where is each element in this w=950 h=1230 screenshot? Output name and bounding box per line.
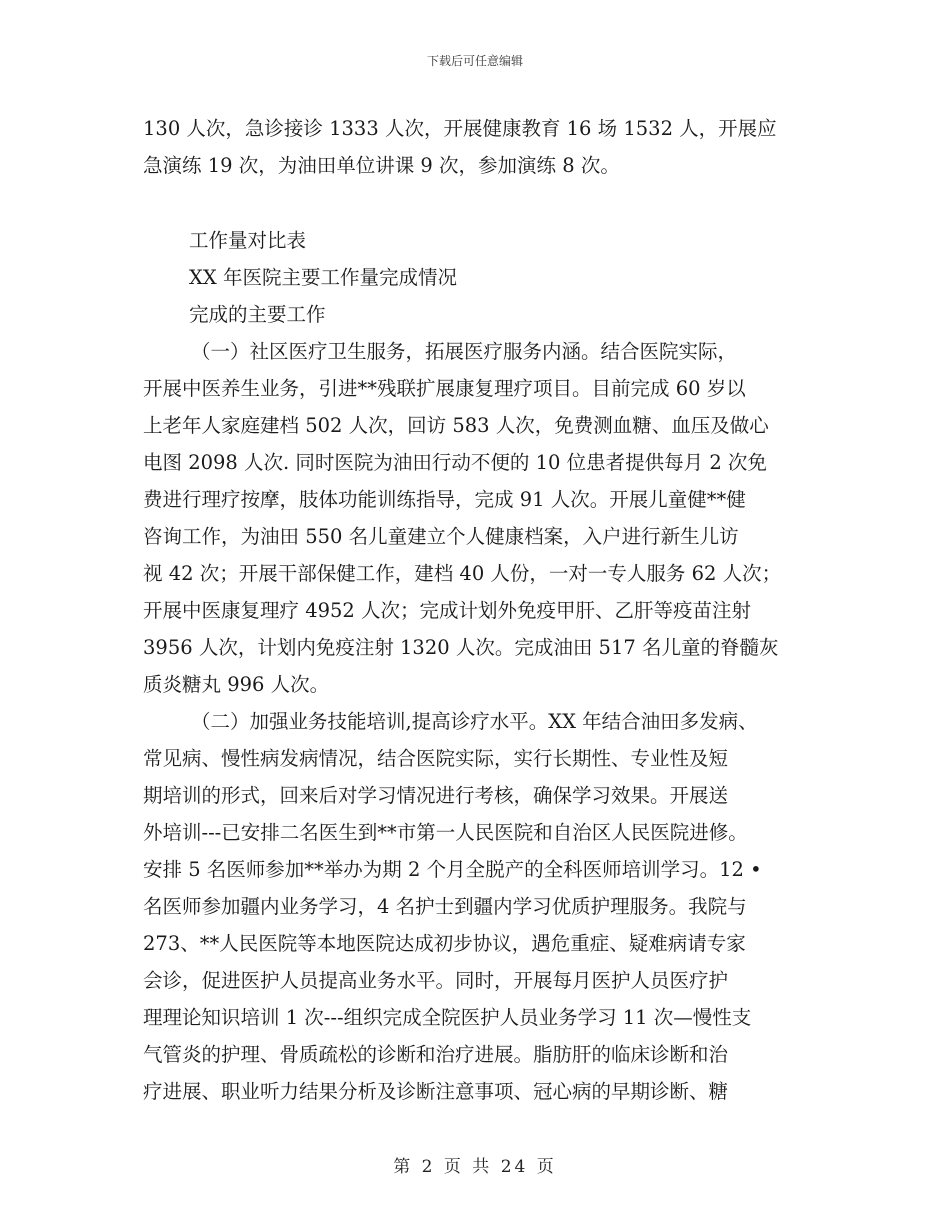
table-caption: 工作量对比表: [189, 229, 307, 252]
text-line: 开展中医康复理疗 4952 人次；完成计划外免疫甲肝、乙肝等疫苗注射: [143, 599, 752, 622]
text-line: 电图 2098 人次. 同时医院为油田行动不便的 10 位患者提供每月 2 次免: [143, 451, 767, 474]
document-body: [143, 110, 823, 1110]
text-line: 视 42 次；开展干部保健工作，建档 40 人份，一对一专人服务 62 人次；: [143, 562, 782, 585]
text-line: 上老年人家庭建档 502 人次，回访 583 人次，免费测血糖、血压及做心: [143, 414, 769, 437]
text-line: 气管炎的护理、骨质疏松的诊断和治疗进展。脂肪肝的临床诊断和治: [143, 1043, 729, 1066]
text-line: 会诊，促进医护人员提高业务水平。同时，开展每月医护人员医疗护: [143, 969, 729, 992]
text-line: 期培训的形式，回来后对学习情况进行考核，确保学习效果。开展送: [143, 784, 729, 807]
page-footer: 第 2 页 共 24 页: [393, 1157, 557, 1177]
text-line: 3956 人次，计划内免疫注射 1320 人次。完成油田 517 名儿童的脊髓灰: [143, 636, 779, 659]
text-line: 安排 5 名医师参加**举办为期 2 个月全脱产的全科医师培训学习。12 •: [143, 858, 762, 881]
text-line: 130 人次，急诊接诊 1333 人次，开展健康教育 16 场 1532 人，开展应: [143, 117, 777, 140]
text-line: 质炎糖丸 996 人次。: [143, 673, 330, 696]
paragraph-start: （二）加强业务技能培训,提高诊疗水平。XX 年结合油田多发病、: [191, 710, 758, 733]
paragraph-start: （一）社区医疗卫生服务，拓展医疗服务内涵。结合医院实际，: [191, 340, 738, 363]
text-line: 外培训---已安排二名医生到**市第一人民医院和自治区人民医院进修。: [143, 821, 748, 844]
text-line: 疗进展、职业听力结果分析及诊断注意事项、冠心病的早期诊断、糖: [143, 1080, 729, 1103]
text-line: 名医师参加疆内业务学习，4 名护士到疆内学习优质护理服务。我院与: [143, 895, 747, 918]
section-heading: 完成的主要工作: [189, 303, 326, 326]
text-line: 273、**人民医院等本地医院达成初步协议，遇危重症、疑难病请专家: [143, 932, 746, 955]
text-line: 费进行理疗按摩，肢体功能训练指导，完成 91 人次。开展儿童健**健: [143, 488, 746, 511]
text-line: 急演练 19 次，为油田单位讲课 9 次，参加演练 8 次。: [143, 154, 620, 177]
text-line: 开展中医养生业务，引进**残联扩展康复理疗项目。目前完成 60 岁以: [143, 377, 746, 400]
text-line: 常见病、慢性病发病情况，结合医院实际，实行长期性、专业性及短: [143, 747, 729, 770]
page-header: 下载后可任意编辑: [426, 54, 523, 68]
section-heading: XX 年医院主要工作量完成情况: [189, 266, 457, 289]
text-line: 咨询工作，为油田 550 名儿童建立个人健康档案，入户进行新生儿访: [143, 525, 739, 548]
text-line: 理理论知识培训 1 次---组织完成全院医护人员业务学习 11 次—慢性支: [143, 1006, 752, 1029]
